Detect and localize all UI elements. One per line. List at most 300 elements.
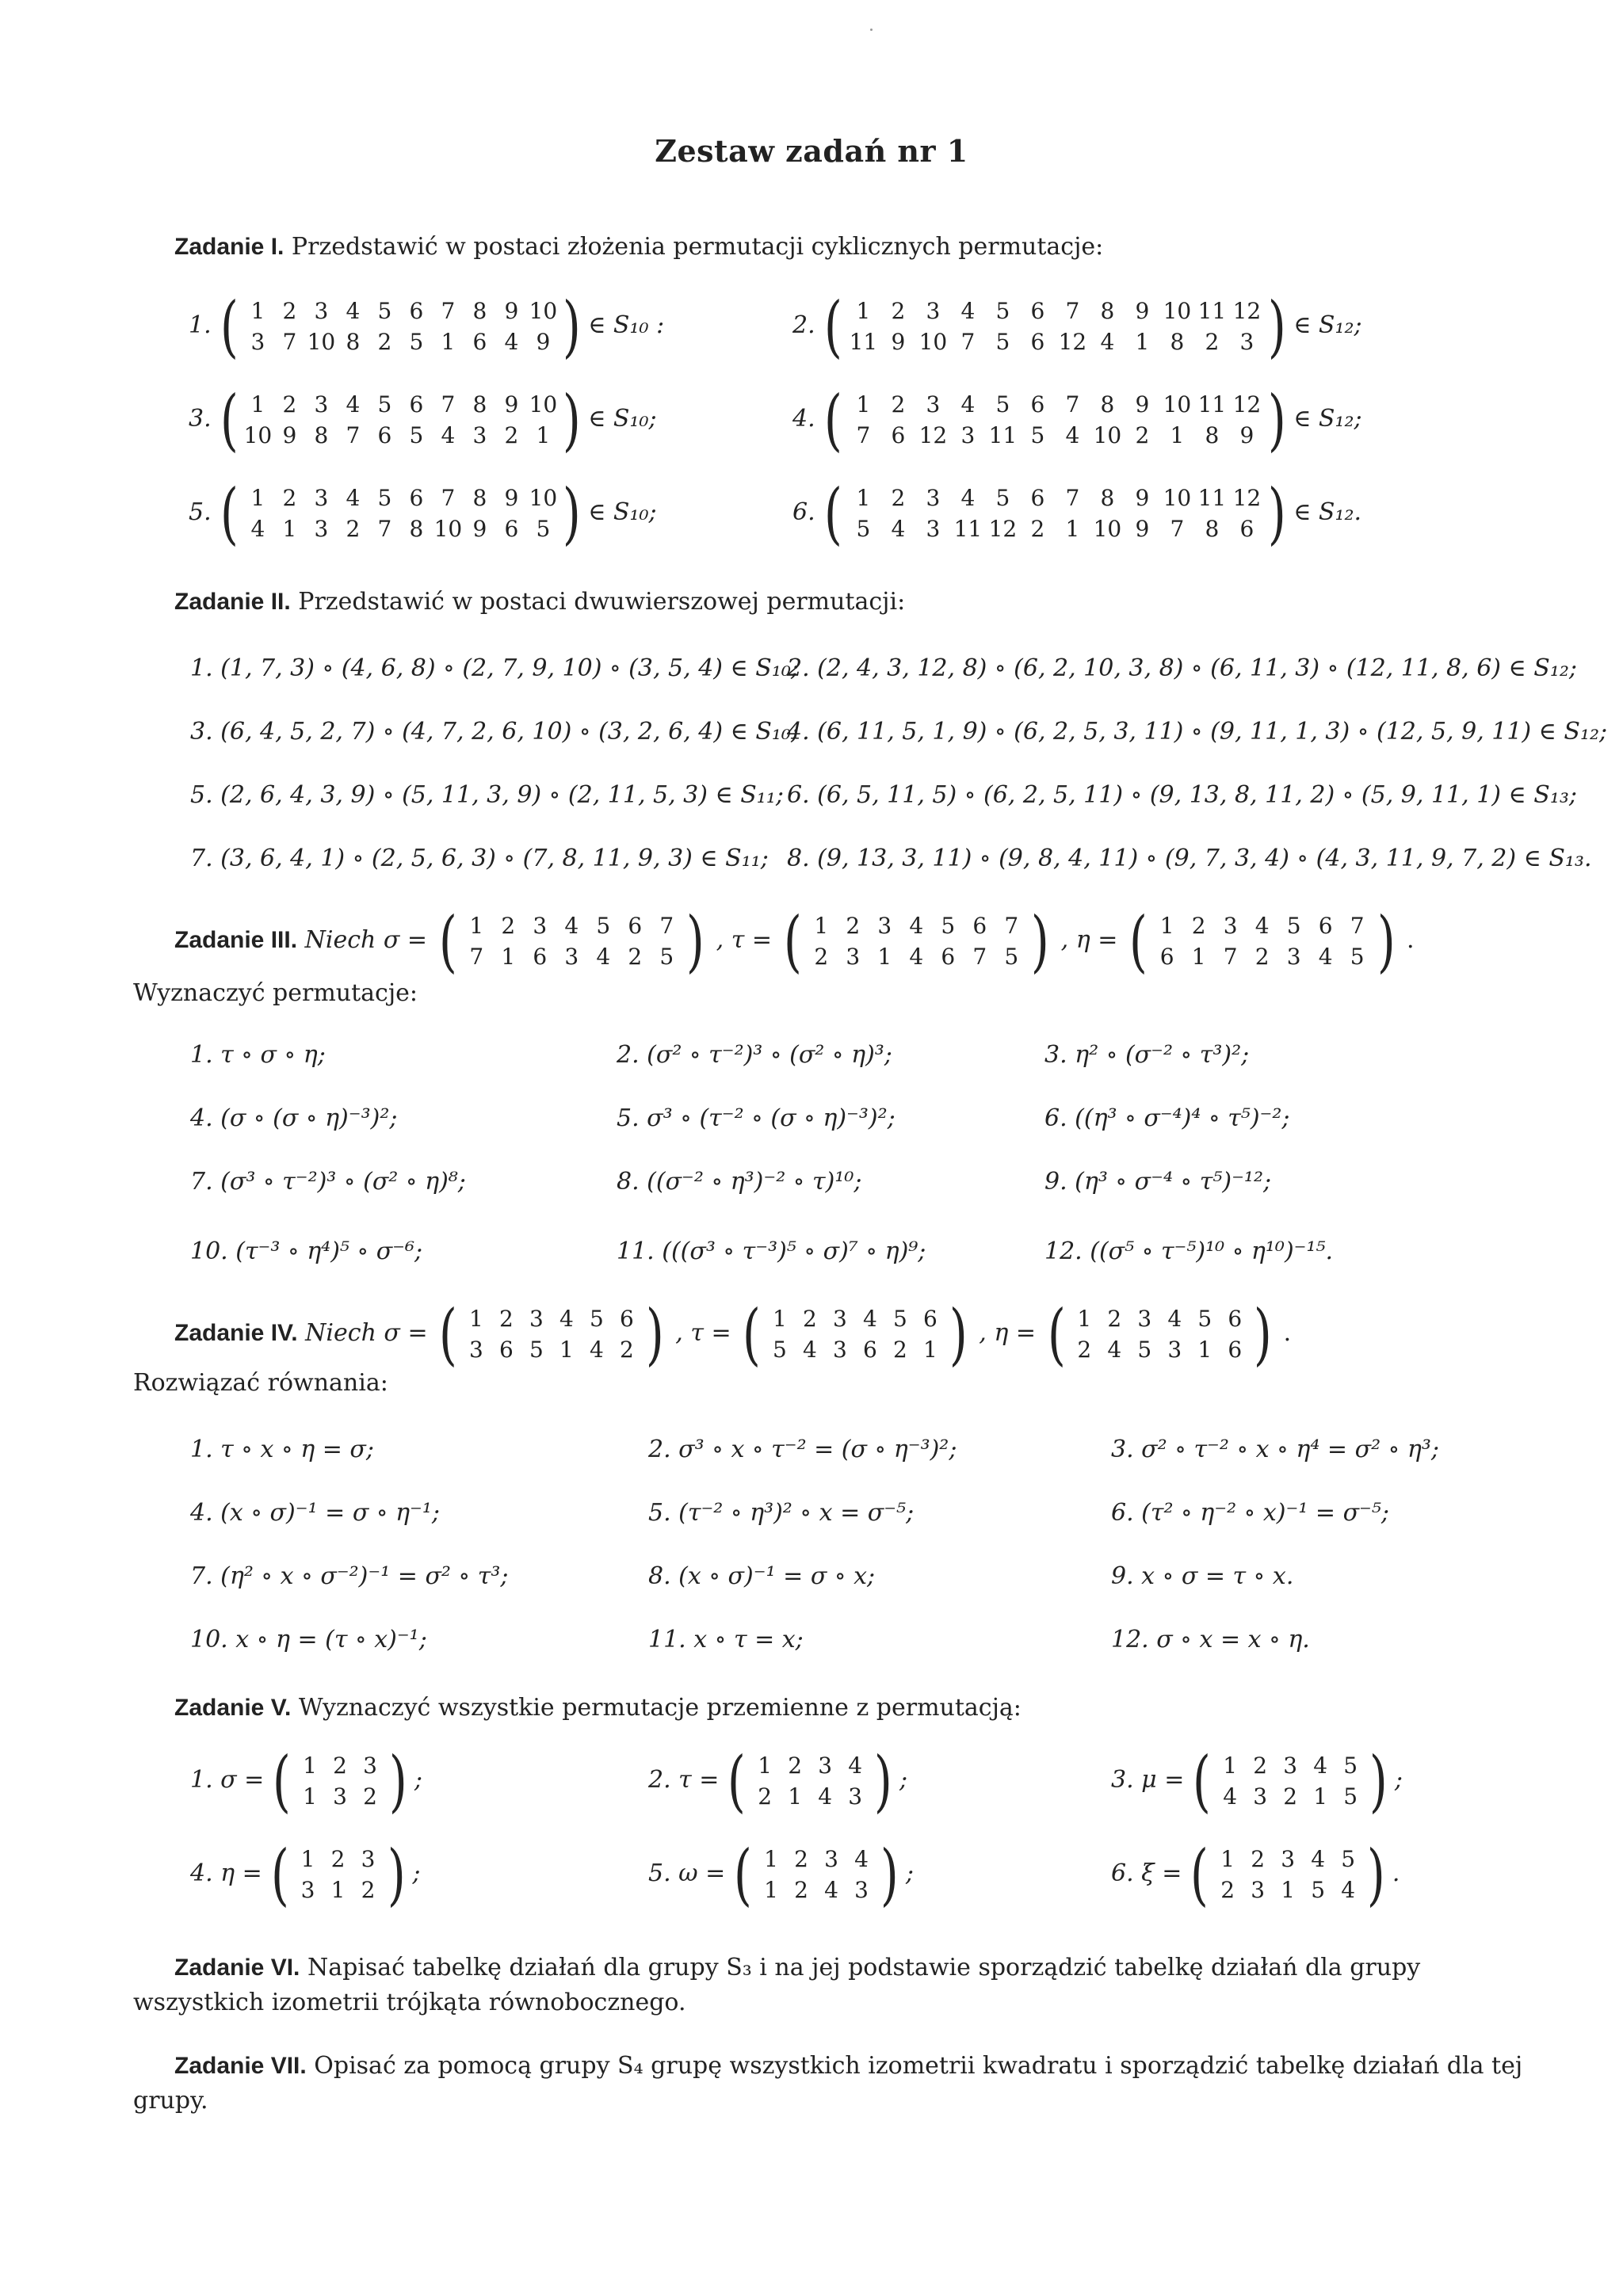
left-paren: ( (823, 381, 842, 459)
permutation-cell: 12 (1232, 298, 1262, 324)
permutation-cell: 2 (1191, 913, 1206, 939)
two-row-permutation (820, 288, 1291, 365)
permutation-cell: 12 (1232, 485, 1262, 511)
left-paren: ( (438, 902, 457, 980)
permutation-cell: 10 (1093, 516, 1122, 542)
two-row-permutation (724, 1742, 896, 1820)
permutation-cell: 3 (846, 944, 861, 970)
item-label: 5. ω = (648, 1859, 726, 1887)
permutation-cell: 6 (1228, 1337, 1243, 1363)
permutation-cell: 6 (409, 391, 424, 418)
two-row-permutation (435, 902, 709, 980)
permutation-cell: 2 (346, 516, 361, 542)
permutation-cell: 5 (1350, 944, 1365, 970)
permutation-cell: 7 (856, 422, 871, 448)
task-4-intro: Niech σ = (305, 1319, 428, 1347)
permutation-cell: 7 (1350, 913, 1365, 939)
permutation-cell: 5 (773, 1337, 787, 1363)
permutation-cell: 10 (1163, 485, 1192, 511)
right-paren: ) (563, 288, 582, 365)
left-paren: ( (823, 475, 842, 552)
tau-label: , τ = (716, 926, 773, 954)
permutation-cell: 6 (941, 944, 956, 970)
task-3-item: 11. (((σ³ ∘ τ⁻³)⁵ ∘ σ)⁷ ∘ η)⁹; (617, 1238, 926, 1265)
left-paren: ( (727, 1742, 747, 1820)
eta-label: , η = (979, 1319, 1036, 1347)
permutation-cell: 1 (1197, 1337, 1212, 1363)
permutation-cell: 4 (441, 422, 456, 448)
permutation-cell: 4 (1318, 944, 1333, 970)
permutation-cell: 3 (314, 391, 329, 418)
permutation-cell: 5 (590, 1306, 604, 1332)
left-paren: ( (273, 1742, 292, 1820)
permutation-cell: 6 (1030, 485, 1045, 511)
permutation-cell: 3 (926, 298, 941, 324)
task-1-item (189, 475, 657, 552)
item-label: 6. ξ = (1111, 1859, 1182, 1887)
item-suffix: ; (905, 1859, 914, 1887)
permutation-cell: 5 (409, 329, 424, 355)
permutation-cell: 5 (1343, 1753, 1358, 1779)
permutation-cell: 1 (877, 944, 892, 970)
permutation-cell: 9 (1135, 485, 1150, 511)
task-4-item: 11. x ∘ τ = x; (648, 1626, 804, 1653)
permutation-cell: 5 (1286, 913, 1301, 939)
permutation-cell: 2 (803, 1306, 817, 1332)
permutation-cell: 12 (1058, 329, 1087, 355)
permutation-cell: 4 (909, 913, 924, 939)
two-row-permutation (1189, 1742, 1392, 1820)
task-1-item (792, 288, 1362, 365)
permutation-cell: 4 (891, 516, 906, 542)
task-3-item: 6. ((η³ ∘ σ⁻⁴)⁴ ∘ τ⁵)⁻²; (1044, 1104, 1290, 1132)
permutation-cell: 1 (441, 329, 456, 355)
scan-speck (870, 29, 873, 31)
task-4-item: 7. (η² ∘ x ∘ σ⁻²)⁻¹ = σ² ∘ τ³; (190, 1562, 509, 1590)
permutation-cell: 5 (596, 913, 611, 939)
item-suffix: . (1392, 1859, 1400, 1887)
task-3-item: 3. η² ∘ (σ⁻² ∘ τ³)²; (1044, 1041, 1250, 1069)
permutation-cell: 1 (501, 944, 516, 970)
task-6-label: Zadanie VI. (174, 1955, 300, 1981)
permutation-cell: 7 (1170, 516, 1185, 542)
task-3-item: 9. (η³ ∘ σ⁻⁴ ∘ τ⁵)⁻¹²; (1044, 1168, 1272, 1196)
two-row-permutation (820, 381, 1291, 459)
two-row-permutation (435, 1295, 668, 1373)
task-4-item: 12. σ ∘ x = x ∘ η. (1111, 1626, 1310, 1653)
permutation-cell: 4 (596, 944, 611, 970)
permutation-cell: 7 (1004, 913, 1019, 939)
left-paren: ( (1128, 902, 1148, 980)
task-3-definitions (174, 902, 1415, 980)
task-4-item: 6. (τ² ∘ η⁻² ∘ x)⁻¹ = σ⁻⁵; (1111, 1499, 1390, 1527)
permutation-cell: 2 (891, 485, 906, 511)
permutation-cell: 2 (499, 1306, 514, 1332)
permutation-cell: 4 (1107, 1337, 1122, 1363)
task-4-definitions (174, 1295, 1292, 1373)
permutation-cell: 2 (1135, 422, 1150, 448)
permutation-cell: 2 (1254, 944, 1270, 970)
item-label: 1. (189, 311, 212, 339)
permutation-cell: 8 (346, 329, 361, 355)
left-paren: ( (270, 1836, 289, 1913)
permutation-cell: 1 (1281, 1877, 1296, 1903)
permutation-cell: 9 (1135, 516, 1150, 542)
task-5-heading (174, 1694, 1022, 1722)
permutation-cell: 1 (856, 485, 871, 511)
two-row-permutation (820, 475, 1291, 552)
permutation-cell: 12 (1232, 391, 1262, 418)
eta-permutation (1125, 902, 1400, 980)
task-4-item: 3. σ² ∘ τ⁻² ∘ x ∘ η⁴ = σ² ∘ η³; (1111, 1436, 1439, 1463)
left-paren: ( (734, 1836, 753, 1913)
permutation-cell: 3 (824, 1846, 838, 1872)
right-paren: ) (1031, 902, 1050, 980)
permutation-cell: 9 (472, 516, 487, 542)
item-suffix: ∈ S₁₀; (588, 498, 657, 526)
left-paren: ( (823, 288, 842, 365)
permutation-cell: 5 (529, 1337, 544, 1363)
permutation-cell: 4 (504, 329, 519, 355)
permutation-cell: 12 (988, 516, 1018, 542)
permutation-cell: 1 (250, 298, 265, 324)
permutation-cell: 9 (536, 329, 551, 355)
permutation-cell: 2 (794, 1846, 808, 1872)
permutation-cell: 4 (960, 298, 976, 324)
permutation-cell: 6 (377, 422, 392, 448)
right-paren: ) (1268, 288, 1287, 365)
task-2-text: Przedstawić w postaci dwuwierszowej permutacji: (298, 588, 906, 616)
permutation-cell: 9 (504, 298, 519, 324)
task-4-item: 2. σ³ ∘ x ∘ τ⁻² = (σ ∘ η⁻³)²; (648, 1436, 957, 1463)
permutation-cell: 5 (995, 298, 1010, 324)
definitions-end: . (1407, 926, 1415, 954)
permutation-cell: 4 (564, 913, 579, 939)
permutation-cell: 5 (1311, 1877, 1326, 1903)
permutation-cell: 4 (803, 1337, 817, 1363)
task-5-text: Wyznaczyć wszystkie permutacje przemienne z permutacją: (298, 1694, 1022, 1722)
permutation-cell: 8 (1205, 422, 1220, 448)
permutation-cell: 7 (441, 298, 456, 324)
permutation-cell: 1 (330, 1877, 346, 1903)
permutation-cell: 6 (1318, 913, 1333, 939)
permutation-cell: 6 (1228, 1306, 1243, 1332)
permutation-cell: 5 (1197, 1306, 1212, 1332)
permutation-cell: 6 (923, 1306, 938, 1332)
task-5-item (648, 1742, 908, 1820)
task-4-item: 4. (x ∘ σ)⁻¹ = σ ∘ η⁻¹; (190, 1499, 441, 1527)
permutation-cell: 6 (504, 516, 519, 542)
permutation-cell: 5 (409, 422, 424, 448)
task-3-item: 7. (σ³ ∘ τ⁻²)³ ∘ (σ² ∘ η)⁸; (190, 1168, 466, 1196)
task-2-item: 7. (3, 6, 4, 1) ∘ (2, 5, 6, 3) ∘ (7, 8, 11, 9, 3) ∈ S₁₁; (190, 845, 769, 872)
permutation-cell: 2 (891, 391, 906, 418)
permutation-cell: 2 (846, 913, 861, 939)
task-1-text: Przedstawić w postaci złożenia permutacji cyklicznych permutacje: (291, 233, 1104, 261)
permutation-cell: 5 (377, 298, 392, 324)
two-row-permutation (730, 1836, 903, 1913)
right-paren: ) (1369, 1742, 1388, 1820)
permutation-cell: 8 (1100, 298, 1115, 324)
permutation-cell: 10 (433, 516, 463, 542)
permutation-cell: 2 (1107, 1306, 1122, 1332)
permutation-cell: 6 (891, 422, 906, 448)
permutation-cell: 1 (1223, 1753, 1238, 1779)
left-paren: ( (1190, 1836, 1209, 1913)
item-label: 2. (792, 311, 815, 339)
left-paren: ( (220, 475, 239, 552)
permutation-cell: 8 (1205, 516, 1220, 542)
permutation-cell: 5 (377, 485, 392, 511)
permutation-cell: 3 (469, 1337, 483, 1363)
permutation-cell: 2 (282, 485, 297, 511)
item-label: 4. (792, 405, 815, 433)
permutation-cell: 1 (469, 913, 484, 939)
permutation-cell: 7 (659, 913, 674, 939)
permutation-cell: 2 (1251, 1846, 1266, 1872)
permutation-cell: 6 (499, 1337, 514, 1363)
two-row-permutation (1125, 902, 1400, 980)
permutation-cell: 6 (1239, 516, 1254, 542)
permutation-cell: 1 (1191, 944, 1206, 970)
permutation-cell: 4 (1065, 422, 1080, 448)
permutation-cell: 1 (250, 391, 265, 418)
permutation-cell: 3 (854, 1877, 869, 1903)
task-4-label: Zadanie IV. (174, 1320, 298, 1346)
permutation-cell: 10 (529, 298, 558, 324)
permutation-cell: 5 (893, 1306, 907, 1332)
task-2-item: 6. (6, 5, 11, 5) ∘ (6, 2, 5, 11) ∘ (9, 13, 8, 11, 2) ∘ (5, 9, 11, 1) ∈ S₁₃; (787, 781, 1577, 809)
permutation-cell: 8 (472, 298, 487, 324)
permutation-cell: 2 (620, 1337, 634, 1363)
permutation-cell: 5 (1004, 944, 1019, 970)
permutation-cell: 5 (856, 516, 871, 542)
task-5-item (648, 1836, 914, 1913)
permutation-cell: 2 (282, 298, 297, 324)
permutation-cell: 11 (1197, 391, 1227, 418)
permutation-cell: 7 (1065, 485, 1080, 511)
permutation-cell: 4 (559, 1306, 574, 1332)
permutation-cell: 1 (788, 1783, 803, 1810)
task-2-label: Zadanie II. (174, 589, 291, 615)
permutation-cell: 1 (1159, 913, 1174, 939)
permutation-cell: 10 (243, 422, 273, 448)
permutation-cell: 11 (1197, 298, 1227, 324)
permutation-cell: 2 (628, 944, 643, 970)
permutation-cell: 3 (877, 913, 892, 939)
permutation-cell: 4 (824, 1877, 838, 1903)
task-3-item: 1. τ ∘ σ ∘ η; (190, 1041, 326, 1069)
permutation-cell: 3 (1251, 1877, 1266, 1903)
permutation-cell: 5 (536, 516, 551, 542)
permutation-cell: 4 (848, 1753, 863, 1779)
permutation-cell: 4 (346, 391, 361, 418)
permutation-cell: 2 (893, 1337, 907, 1363)
permutation-cell: 11 (953, 516, 983, 542)
task-1-heading (174, 233, 1103, 261)
permutation-cell: 3 (363, 1753, 377, 1779)
permutation-cell: 1 (1065, 516, 1080, 542)
two-row-permutation (216, 288, 586, 365)
permutation-cell: 4 (960, 391, 976, 418)
task-3-intro: Niech σ = (304, 926, 428, 954)
right-paren: ) (1377, 902, 1396, 980)
permutation-cell: 6 (409, 298, 424, 324)
left-paren: ( (220, 288, 239, 365)
permutation-cell: 3 (848, 1783, 863, 1810)
item-label: 6. (792, 498, 815, 526)
permutation-cell: 2 (1220, 1877, 1235, 1903)
permutation-cell: 5 (1030, 422, 1045, 448)
permutation-cell: 3 (1137, 1306, 1152, 1332)
permutation-cell: 8 (472, 391, 487, 418)
right-paren: ) (563, 475, 582, 552)
task-5-label: Zadanie V. (174, 1695, 292, 1721)
permutation-cell: 7 (346, 422, 361, 448)
permutation-cell: 3 (314, 298, 329, 324)
permutation-cell: 9 (282, 422, 297, 448)
permutation-cell: 4 (854, 1846, 869, 1872)
permutation-cell: 7 (960, 329, 976, 355)
task-7-label: Zadanie VII. (174, 2053, 307, 2079)
item-label: 3. μ = (1111, 1766, 1185, 1794)
permutation-cell: 9 (891, 329, 906, 355)
permutation-cell: 9 (1239, 422, 1254, 448)
item-suffix: ; (412, 1859, 421, 1887)
permutation-cell: 3 (926, 516, 941, 542)
permutation-cell: 2 (377, 329, 392, 355)
task-1-item (792, 475, 1362, 552)
task-5-item (1111, 1742, 1403, 1820)
two-row-permutation (269, 1742, 411, 1820)
permutation-cell: 4 (1254, 913, 1270, 939)
permutation-cell: 1 (856, 391, 871, 418)
tau-label: , τ = (675, 1319, 731, 1347)
permutation-cell: 4 (590, 1337, 604, 1363)
permutation-cell: 9 (1135, 391, 1150, 418)
permutation-cell: 2 (1253, 1753, 1268, 1779)
permutation-cell: 7 (377, 516, 392, 542)
item-suffix: ; (414, 1766, 422, 1794)
permutation-cell: 12 (918, 422, 948, 448)
permutation-cell: 10 (1093, 422, 1122, 448)
right-paren: ) (1367, 1836, 1386, 1913)
permutation-cell: 3 (1239, 329, 1254, 355)
item-label: 3. (189, 405, 212, 433)
task-2-item: 8. (9, 13, 3, 11) ∘ (9, 8, 4, 11) ∘ (9, 7, 3, 4) ∘ (4, 3, 11, 9, 7, 2) ∈ S₁₃. (787, 845, 1592, 872)
permutation-cell: 2 (758, 1783, 773, 1810)
permutation-cell: 2 (794, 1877, 808, 1903)
task-2-item: 3. (6, 4, 5, 2, 7) ∘ (4, 7, 2, 6, 10) ∘ (3, 2, 6, 4) ∈ S₁₀; (190, 718, 800, 746)
right-paren: ) (387, 1836, 406, 1913)
task-2-item: 2. (2, 4, 3, 12, 8) ∘ (6, 2, 10, 3, 8) ∘ (6, 11, 3) ∘ (12, 11, 8, 6) ∈ S₁₂; (787, 654, 1577, 682)
task-5-item (1111, 1836, 1400, 1913)
task-3-item: 2. (σ² ∘ τ⁻²)³ ∘ (σ² ∘ η)³; (617, 1041, 892, 1069)
permutation-cell: 10 (529, 391, 558, 418)
task-4-item: 5. (τ⁻² ∘ η³)² ∘ x = σ⁻⁵; (648, 1499, 915, 1527)
permutation-cell: 1 (1077, 1306, 1092, 1332)
permutation-cell: 3 (960, 422, 976, 448)
permutation-cell: 3 (1281, 1846, 1296, 1872)
right-paren: ) (1254, 1295, 1273, 1373)
two-row-permutation (216, 475, 586, 552)
permutation-cell: 5 (377, 391, 392, 418)
permutation-cell: 2 (1030, 516, 1045, 542)
permutation-cell: 11 (1197, 485, 1227, 511)
permutation-cell: 7 (282, 329, 297, 355)
task-3-item: 5. σ³ ∘ (τ⁻² ∘ (σ ∘ η)⁻³)²; (617, 1104, 896, 1132)
permutation-cell: 5 (659, 944, 674, 970)
permutation-cell: 6 (1159, 944, 1174, 970)
permutation-cell: 1 (764, 1846, 778, 1872)
permutation-cell: 6 (620, 1306, 634, 1332)
task-3-subheading: Wyznaczyć permutacje: (133, 979, 418, 1007)
permutation-cell: 3 (300, 1877, 315, 1903)
permutation-cell: 6 (409, 485, 424, 511)
permutation-cell: 3 (533, 913, 548, 939)
permutation-cell: 2 (788, 1753, 803, 1779)
two-row-permutation (216, 381, 586, 459)
two-row-permutation (739, 1295, 972, 1373)
task-3-item: 12. ((σ⁵ ∘ τ⁻⁵)¹⁰ ∘ η¹⁰)⁻¹⁵. (1044, 1238, 1334, 1265)
permutation-cell: 5 (1343, 1783, 1358, 1810)
permutation-cell: 4 (818, 1783, 833, 1810)
task-7-text: Opisać za pomocą grupy S₄ grupę wszystkich izometrii kwadratu i sporządzić tabelkę działań dla tej grupy. (133, 2052, 1523, 2115)
two-row-permutation (780, 902, 1054, 980)
permutation-cell: 7 (1065, 298, 1080, 324)
item-label: 4. η = (190, 1859, 262, 1887)
eta-permutation (1044, 1295, 1277, 1373)
right-paren: ) (389, 1742, 407, 1820)
permutation-cell: 6 (1030, 329, 1045, 355)
permutation-cell: 1 (856, 298, 871, 324)
permutation-cell: 2 (333, 1753, 347, 1779)
item-label: 2. τ = (648, 1766, 720, 1794)
permutation-cell: 4 (250, 516, 265, 542)
permutation-cell: 3 (1286, 944, 1301, 970)
permutation-cell: 3 (529, 1306, 544, 1332)
tau-permutation (739, 1295, 972, 1373)
permutation-cell: 3 (1167, 1337, 1182, 1363)
permutation-cell: 2 (1283, 1783, 1298, 1810)
left-paren: ( (439, 1295, 458, 1373)
task-4-item: 10. x ∘ η = (τ ∘ x)⁻¹; (190, 1626, 427, 1653)
permutation-cell: 1 (250, 485, 265, 511)
task-6-paragraph (133, 1951, 1536, 2020)
permutation-cell: 4 (1311, 1846, 1326, 1872)
permutation-cell: 3 (314, 516, 329, 542)
two-row-permutation (267, 1836, 410, 1913)
permutation-cell: 9 (504, 391, 519, 418)
permutation-cell: 1 (303, 1753, 317, 1779)
permutation-cell: 6 (972, 913, 987, 939)
permutation-cell: 7 (441, 485, 456, 511)
permutation-cell: 2 (501, 913, 516, 939)
permutation-cell: 2 (330, 1846, 346, 1872)
task-1-item (189, 288, 665, 365)
permutation-cell: 1 (758, 1753, 773, 1779)
permutation-cell: 4 (346, 298, 361, 324)
permutation-cell: 7 (1223, 944, 1238, 970)
right-paren: ) (874, 1742, 893, 1820)
right-paren: ) (1268, 381, 1287, 459)
permutation-cell: 3 (314, 485, 329, 511)
permutation-cell: 2 (1077, 1337, 1092, 1363)
permutation-cell: 1 (1135, 329, 1150, 355)
permutation-cell: 8 (1100, 485, 1115, 511)
permutation-cell: 6 (628, 913, 643, 939)
permutation-cell: 5 (941, 913, 956, 939)
